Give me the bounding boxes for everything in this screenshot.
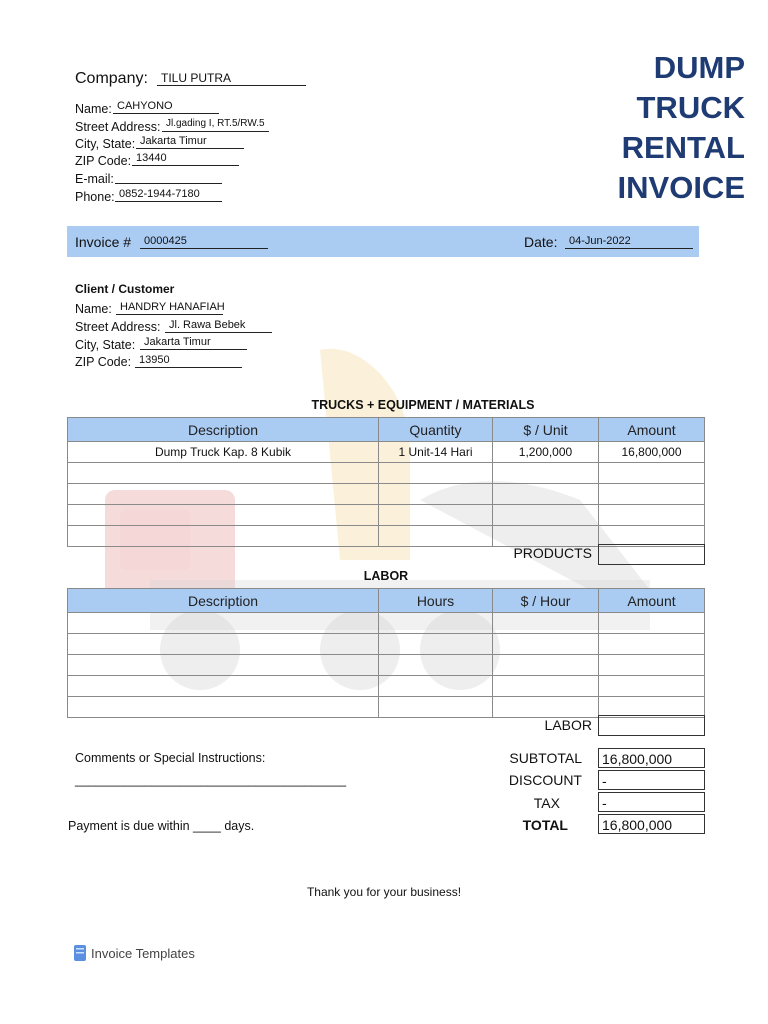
client-street-label: Street Address:	[75, 320, 161, 334]
invoice-title	[525, 48, 745, 208]
table-cell	[493, 655, 599, 676]
table-cell	[379, 613, 493, 634]
table-cell	[68, 634, 379, 655]
materials-table	[67, 417, 705, 547]
company-zip-label: ZIP Code:	[75, 154, 132, 168]
client-city-label: City, State:	[75, 338, 136, 352]
table-cell	[599, 634, 705, 655]
labor-subtotal-value	[598, 715, 705, 736]
table-cell	[493, 526, 599, 547]
table-row	[68, 442, 705, 463]
company-street-label: Street Address:	[75, 120, 161, 134]
invoice-number-label: Invoice #	[75, 234, 132, 250]
brand-logo	[74, 945, 195, 961]
table-row	[68, 463, 705, 484]
table-cell	[68, 505, 379, 526]
table-cell	[379, 697, 493, 718]
table-cell: 1 Unit-14 Hari	[379, 442, 493, 463]
labor-header-row	[68, 589, 705, 613]
comments-line: _______________________________________	[75, 773, 347, 787]
column-header: Description	[68, 589, 379, 613]
materials-header-row	[68, 418, 705, 442]
discount-label: DISCOUNT	[508, 772, 582, 788]
table-cell	[599, 655, 705, 676]
table-cell	[68, 613, 379, 634]
company-phone-label: Phone:	[75, 190, 115, 204]
payment-terms: Payment is due within ____ days.	[68, 819, 255, 833]
title-line: TRUCK	[636, 90, 745, 125]
title-line: RENTAL	[621, 130, 745, 165]
company-phone-value: 0852-1944-7180	[115, 187, 222, 202]
products-subtotal-value	[598, 544, 705, 565]
subtotal-value: 16,800,000	[598, 748, 705, 768]
table-cell	[68, 697, 379, 718]
total-value: 16,800,000	[598, 814, 705, 834]
table-cell	[599, 463, 705, 484]
company-name-value: CAHYONO	[113, 99, 219, 114]
table-row	[68, 505, 705, 526]
table-cell: 16,800,000	[599, 442, 705, 463]
column-header: Amount	[599, 589, 705, 613]
company-name-label: Name:	[75, 102, 112, 116]
table-cell	[599, 505, 705, 526]
thank-you-message: Thank you for your business!	[306, 885, 462, 899]
materials-heading: TRUCKS + EQUIPMENT / MATERIALS	[311, 398, 535, 412]
table-cell	[379, 463, 493, 484]
table-cell	[493, 484, 599, 505]
client-city-value: Jakarta Timur	[140, 335, 247, 350]
labor-table	[67, 588, 705, 718]
title-line: INVOICE	[617, 170, 745, 205]
client-name-value: HANDRY HANAFIAH	[116, 300, 223, 315]
table-cell	[68, 676, 379, 697]
client-heading: Client / Customer	[75, 282, 175, 296]
client-zip-label: ZIP Code:	[75, 355, 132, 369]
table-cell	[379, 526, 493, 547]
table-cell	[599, 613, 705, 634]
table-row	[68, 484, 705, 505]
company-email-label: E-mail:	[75, 172, 114, 186]
invoice-number-value: 0000425	[140, 234, 268, 249]
column-header: Description	[68, 418, 379, 442]
products-subtotal-label: PRODUCTS	[513, 545, 592, 561]
total-label: TOTAL	[522, 817, 568, 833]
company-email-value	[115, 169, 222, 184]
table-cell	[493, 463, 599, 484]
company-value: TILU PUTRA	[157, 71, 306, 86]
labor-heading: LABOR	[363, 569, 409, 583]
table-row	[68, 634, 705, 655]
table-cell	[68, 526, 379, 547]
table-cell	[493, 613, 599, 634]
discount-value: -	[598, 770, 705, 790]
table-cell	[493, 676, 599, 697]
table-row	[68, 613, 705, 634]
table-cell: 1,200,000	[493, 442, 599, 463]
tax-value: -	[598, 792, 705, 812]
table-cell	[493, 697, 599, 718]
company-city-label: City, State:	[75, 137, 136, 151]
table-cell	[599, 676, 705, 697]
invoice-date-value: 04-Jun-2022	[565, 234, 693, 249]
labor-subtotal-label: LABOR	[544, 717, 592, 733]
client-name-label: Name:	[75, 302, 112, 316]
title-line: DUMP	[653, 50, 745, 85]
comments-label: Comments or Special Instructions:	[75, 751, 266, 765]
table-cell: Dump Truck Kap. 8 Kubik	[68, 442, 379, 463]
table-cell	[493, 634, 599, 655]
column-header: $ / Hour	[493, 589, 599, 613]
table-row	[68, 655, 705, 676]
table-row	[68, 676, 705, 697]
company-street-value: Jl.gading I, RT.5/RW.5	[162, 117, 269, 132]
tax-label: TAX	[533, 795, 560, 811]
column-header: Amount	[599, 418, 705, 442]
table-cell	[379, 505, 493, 526]
client-zip-value: 13950	[135, 353, 242, 368]
table-cell	[379, 484, 493, 505]
table-cell	[68, 484, 379, 505]
table-cell	[599, 484, 705, 505]
table-cell	[68, 463, 379, 484]
column-header: Hours	[379, 589, 493, 613]
table-cell	[379, 655, 493, 676]
company-zip-value: 13440	[132, 151, 239, 166]
table-cell	[68, 655, 379, 676]
document-icon	[74, 945, 86, 961]
subtotal-label: SUBTOTAL	[509, 750, 582, 766]
table-cell	[379, 676, 493, 697]
invoice-date-label: Date:	[524, 234, 558, 250]
column-header: Quantity	[379, 418, 493, 442]
table-cell	[379, 634, 493, 655]
table-cell	[493, 505, 599, 526]
company-city-value: Jakarta Timur	[136, 134, 244, 149]
brand-name: Invoice Templates	[91, 945, 195, 961]
company-label: Company:	[75, 70, 148, 87]
client-street-value: Jl. Rawa Bebek	[165, 318, 272, 333]
column-header: $ / Unit	[493, 418, 599, 442]
